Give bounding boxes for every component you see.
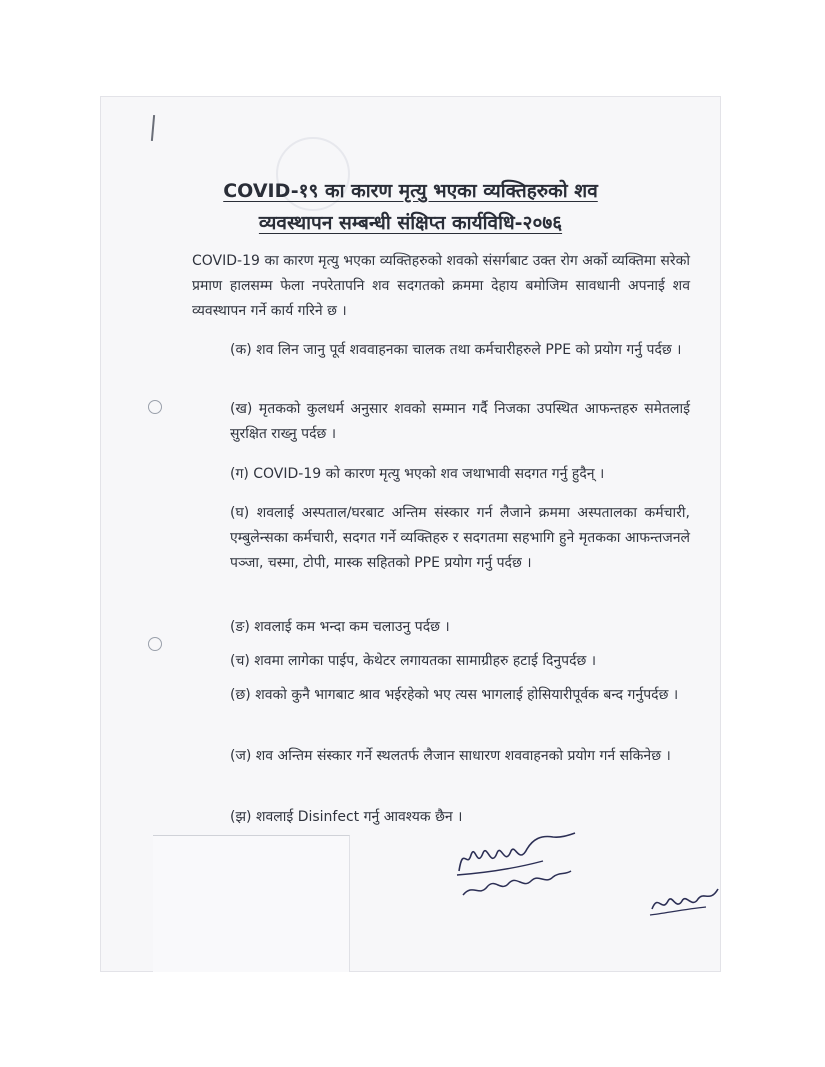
punch-hole [148,400,162,414]
scanned-page [101,97,720,971]
list-item: (ख) मृतकको कुलधर्म अनुसार शवको सम्मान गर्दै निजका उपस्थित आफन्तहरु समेतलाई सुरक्षित राख्नु पर्दछ । [230,401,690,442]
blank-corner-area [153,835,350,972]
handwritten-signature [453,825,579,901]
list-item: (छ) शवको कुनै भागबाट श्राव भईरहेको भए त्यस भागलाई होसियारीपूर्वक बन्द गर्नुपर्दछ । [230,687,679,703]
list-item: (क) शव लिन जानु पूर्व शववाहनका चालक तथा कर्मचारीहरुले PPE को प्रयोग गर्नु पर्दछ । [230,342,682,358]
list-item: (च) शवमा लागेका पाईप, केथेटर लगायतका सामाग्रीहरु हटाई दिनुपर्दछ । [230,653,597,669]
list-item: (ज) शव अन्तिम संस्कार गर्ने स्थलतर्फ लैजान साधारण शववाहनको प्रयोग गर्न सकिनेछ । [230,748,671,764]
margin-pen-mark [151,115,155,141]
punch-hole [148,637,162,651]
list-item: (घ) शवलाई अस्पताल/घरबाट अन्तिम संस्कार गर्न लैजाने क्रममा अस्पतालका कर्मचारी, एम्बुलेन्सका कर्मचारी, सदगत गर्ने व्यक्तिहरु र सदगतमा सहभागि हुने मृतकका आफन्तजनले पञ्जा, चस्मा, टोपी, मास्क सहितको PPE प्रयोग गर्नु पर्दछ । [230,505,690,571]
list-item: (ङ) शवलाई कम भन्दा कम चलाउनु पर्दछ । [230,619,450,635]
document-title-line-2: व्यवस्थापन सम्बन्धी संक्षिप्त कार्यविधि-२०७६ [258,212,563,234]
intro-paragraph: COVID-19 का कारण मृत्यु भएका व्यक्तिहरुको शवको संसर्गबाट उक्त रोग अर्को व्यक्तिमा सरेको प्रमाण हालसम्म फेला नपरेतापनि शव सदगतको क्रममा देहाय बमोजिम सावधानी अपनाई शव व्यवस्थापन गर्ने कार्य गरिने छ । [192,253,690,319]
document-title-line-1: COVID-१९ का कारण मृत्यु भएका व्यक्तिहरुको शव [223,180,598,202]
list-item: (ग) COVID-19 को कारण मृत्यु भएको शव जथाभावी सदगत गर्नु हुदैन् । [230,466,605,482]
handwritten-initials [646,879,724,923]
list-item: (झ) शवलाई Disinfect गर्नु आवश्यक छैन । [230,809,463,825]
